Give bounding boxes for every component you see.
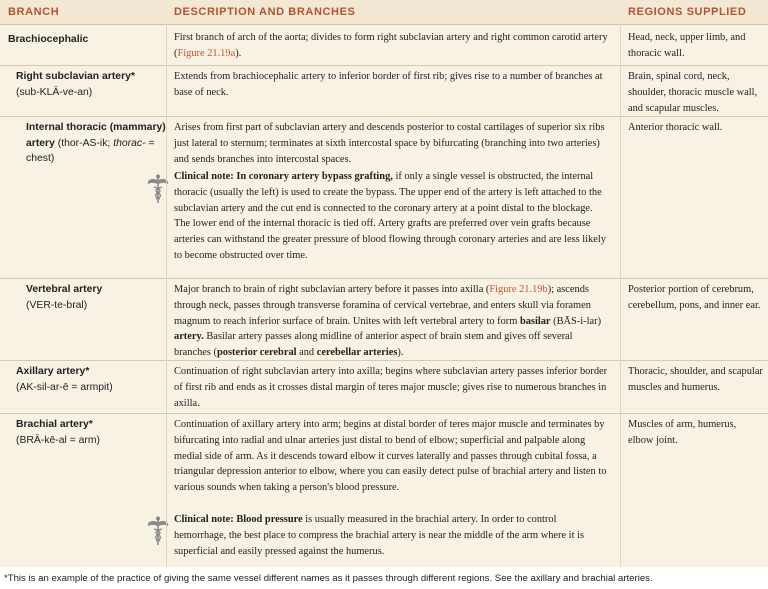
branch-name-block <box>16 69 166 100</box>
regions-supplied: Brain, spinal cord, neck, shoulder, thoracic muscle wall, and scapular muscles. <box>628 71 758 114</box>
pronunciation: (VER-te-bral) <box>26 299 88 311</box>
header-description: DESCRIPTION AND BRANCHES <box>174 6 356 18</box>
regions-supplied: Muscles of arm, humerus, elbow joint. <box>628 419 737 446</box>
header-branch: BRANCH <box>8 6 60 18</box>
branch-name-block <box>16 364 166 395</box>
table-header <box>0 0 768 25</box>
pronunciation: (BRĀ-kē-al = arm) <box>16 434 101 446</box>
table-row <box>0 414 768 566</box>
branch-name-block <box>16 417 166 448</box>
clinical-note: Clinical note: In coronary artery bypass grafting, if only a single vessel is obstructed, the internal thoracic (usually the left) is used to create the bypass. The upper end of the artery is left attached to the subclavian artery and the cut end is connected to the coronary artery at a point distal to the blockage. The lower end of the internal thoracic is tied off. Artery grafts are preferred over vein grafts because arteries can withstand the greater pressure of blood flowing through coronary arteries and are less likely to become obstructed over time. <box>174 171 606 261</box>
branch-name: Right subclavian artery* <box>16 71 135 82</box>
branch-name-block <box>26 120 166 167</box>
column-divider <box>620 24 621 567</box>
clinical-note: Clinical note: Blood pressure is usually measured in the brachial artery. In order to control hemorrhage, the best place to compress the brachial artery is near the middle of the arm where it is superficial and easily pressed against the humerus. <box>174 514 584 557</box>
pronunciation: (thor-AS-ik; thorac- = chest) <box>26 137 155 164</box>
table-row <box>0 66 768 117</box>
header-regions: REGIONS SUPPLIED <box>628 6 747 18</box>
footnote: *This is an example of the practice of giving the same vessel different names as it passes through different regions. See the axillary and brachial arteries. <box>4 573 653 584</box>
description: Extends from brachiocephalic artery to inferior border of first rib; gives rise to a number of branches at base of neck. <box>174 71 603 98</box>
regions-supplied: Head, neck, upper limb, and thoracic wall. <box>628 32 746 59</box>
branch-name: Brachiocephalic <box>8 34 89 45</box>
figure-link[interactable]: Figure 21.19a <box>177 47 236 59</box>
pronunciation: (AK-sil-ar-ē = armpit) <box>16 381 113 393</box>
regions-supplied: Anterior thoracic wall. <box>628 122 723 133</box>
description: First branch of arch of the aorta; divides to form right subclavian artery and right common carotid artery (Figure 21.19a). <box>174 32 608 59</box>
description: Continuation of right subclavian artery into axilla; begins where subclavian artery passes inferior border of first rib and ends as it crosses distal margin of teres major muscle; gives rise to numerous branches in axilla. <box>174 366 608 409</box>
table-row <box>0 279 768 361</box>
regions-supplied: Posterior portion of cerebrum, cerebellum, pons, and inner ear. <box>628 284 761 311</box>
branch-name: Brachial artery* <box>16 419 93 430</box>
description: Arises from first part of subclavian artery and descends posterior to costal cartilages of superior six ribs just lateral to sternum; terminates at sixth intercostal space by bifurcating (branching into two arteries) and sends branches into intercostal spaces. <box>174 122 605 165</box>
description: Major branch to brain of right subclavian artery before it passes into axilla (Figure 21.19b); ascends through neck, passes through transverse foramina of cervical vertebrae, and enters skull via foramen magnum to reach inferior surface of brain. Unites with left vertebral artery to form basilar (BĀS-i-lar) artery. Basilar artery passes along midline of anterior aspect of brain stem and gives off several branches (posterior cerebral and cerebellar arteries). <box>174 284 602 359</box>
column-divider <box>166 24 167 567</box>
branch-name-block <box>26 282 166 313</box>
table-row <box>0 25 768 66</box>
branch-name: Vertebral artery <box>26 284 103 295</box>
branch-name: Axillary artery* <box>16 366 90 377</box>
pronunciation: (sub-KLĀ-ve-an) <box>16 86 93 98</box>
description: Continuation of axillary artery into arm; begins at distal border of teres major muscle and terminates by bifurcating into radial and ulnar arteries just distal to bend of elbow; superficial and palpable along medial side of arm. As it descends toward elbow it curves laterally and passes through cubital fossa, a triangular depression anterior to elbow, where you can easily detect pulse of brachial artery and listen to various sounds when taking a person's blood pressure. <box>174 419 607 494</box>
branch-name: Internal thoracic (mammary) artery <box>26 122 166 149</box>
figure-link[interactable]: Figure 21.19b <box>489 284 548 295</box>
regions-supplied: Thoracic, shoulder, and scapular muscles and humerus. <box>628 366 763 393</box>
table-row <box>0 361 768 414</box>
table-row <box>0 117 768 279</box>
